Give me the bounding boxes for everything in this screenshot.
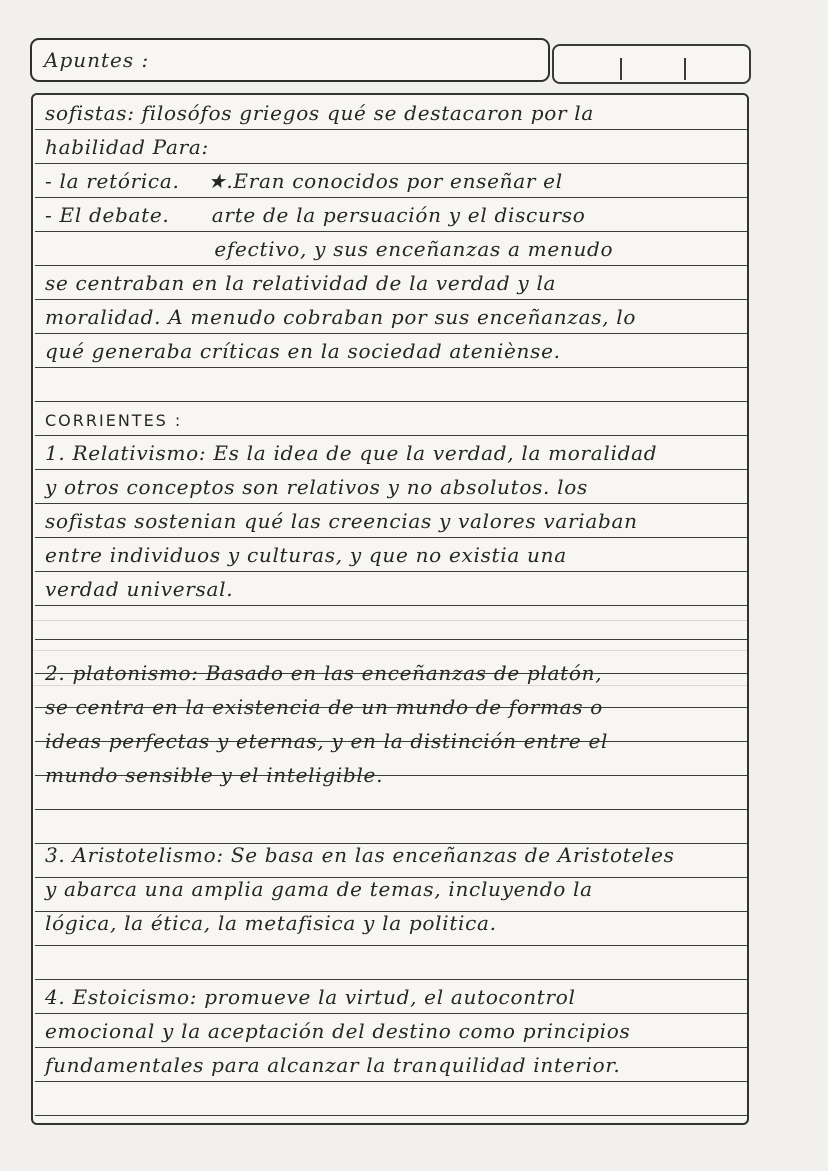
bleed-through-line xyxy=(33,650,747,651)
sofistas-line: sofistas: filosófos griegos qué se destacaron por la xyxy=(45,101,594,125)
relativismo-line: entre individuos y culturas, y que no existia una xyxy=(45,543,567,567)
ruled-line xyxy=(35,1081,747,1116)
lined-sheet xyxy=(31,93,749,1125)
sofistas-line: - El debate. arte de la persuación y el discurso xyxy=(45,203,586,227)
aristotelismo-line: 3. Aristotelismo: Se basa en las enceñanzas de Aristoteles xyxy=(45,843,675,867)
estoicismo-line: emocional y la aceptación del destino como principios xyxy=(45,1019,631,1043)
estoicismo-line: 4. Estoicismo: promueve la virtud, el autocontrol xyxy=(45,985,576,1009)
platonismo-line: mundo sensible y el inteligible. xyxy=(45,763,384,787)
bleed-through-line xyxy=(33,620,747,621)
notes-header-box xyxy=(30,38,550,82)
relativismo-line: y otros conceptos son relativos y no absolutos. los xyxy=(45,475,588,499)
ruled-line xyxy=(35,809,747,844)
sofistas-line: se centraban en la relatividad de la verdad y la xyxy=(45,271,557,295)
date-box xyxy=(552,44,751,84)
ruled-line xyxy=(35,605,747,640)
relativismo-line: sofistas sostenian qué las creencias y valores variaban xyxy=(45,509,638,533)
sofistas-line: efectivo, y sus enceñanzas a menudo xyxy=(45,237,614,261)
sofistas-line: habilidad Para: xyxy=(45,135,209,159)
corrientes-heading: CORRIENTES : xyxy=(45,411,183,430)
date-divider xyxy=(684,58,686,80)
ruled-line xyxy=(35,367,747,402)
platonismo-line: ideas perfectas y eternas, y en la distinción entre el xyxy=(45,729,609,753)
aristotelismo-line: y abarca una amplia gama de temas, incluyendo la xyxy=(45,877,593,901)
relativismo-line: 1. Relativismo: Es la idea de que la verdad, la moralidad xyxy=(45,441,658,465)
relativismo-line: verdad universal. xyxy=(45,577,234,601)
sofistas-line: - la retórica. ★.Eran conocidos por enseñar el xyxy=(45,169,563,193)
sofistas-line: qué generaba críticas en la sociedad ateniènse. xyxy=(45,339,561,363)
ruled-line xyxy=(35,945,747,980)
date-divider xyxy=(620,58,622,80)
estoicismo-line: fundamentales para alcanzar la tranquilidad interior. xyxy=(45,1053,621,1077)
notes-title: Apuntes : xyxy=(44,48,150,72)
sofistas-line: moralidad. A menudo cobraban por sus enceñanzas, lo xyxy=(45,305,637,329)
bleed-through-line xyxy=(33,685,747,686)
platonismo-line: se centra en la existencia de un mundo de formas o xyxy=(45,695,604,719)
platonismo-line: 2. platonismo: Basado en las enceñanzas de platón, xyxy=(45,661,603,685)
aristotelismo-line: lógica, la ética, la metafisica y la politica. xyxy=(45,911,497,935)
